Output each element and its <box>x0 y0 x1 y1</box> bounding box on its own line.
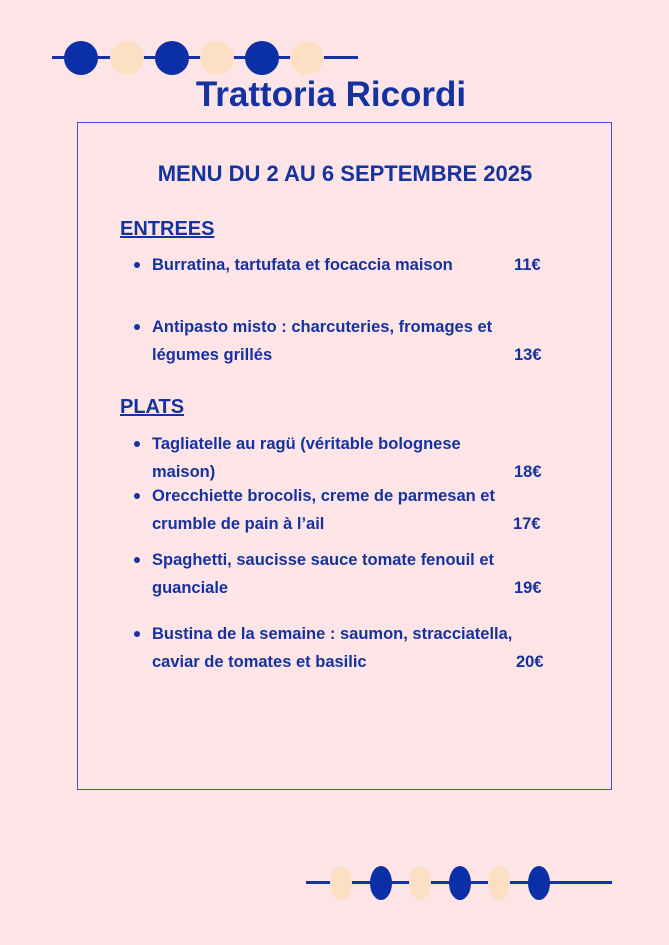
peach-dot <box>290 41 324 75</box>
menu-title: MENU DU 2 AU 6 SEPTEMBRE 2025 <box>157 161 533 186</box>
restaurant-name: Trattoria Ricordi <box>195 75 467 114</box>
item-name: Burratina, tartufata et focaccia maison <box>152 256 453 274</box>
item-name: Bustina de la semaine : saumon, stracciatella, <box>152 625 513 643</box>
peach-oval <box>409 866 431 900</box>
section-title-entrees: ENTREES <box>120 218 215 240</box>
item-name: Orecchiette brocolis, creme de parmesan et <box>152 487 495 505</box>
peach-dot <box>200 41 234 75</box>
item-price: 19€ <box>514 579 542 597</box>
blue-dot <box>245 41 279 75</box>
menu-item <box>152 482 495 538</box>
item-price: 20€ <box>516 653 544 671</box>
bottom-dot-decoration <box>306 864 616 902</box>
item-name-continued: légumes grillés <box>152 346 273 364</box>
menu-item <box>152 313 492 369</box>
blue-oval <box>370 866 392 900</box>
menu-item <box>152 620 512 676</box>
peach-oval <box>330 866 352 900</box>
section-title-plats: PLATS <box>120 396 185 418</box>
menu-item <box>152 546 494 602</box>
menu-item <box>152 430 461 486</box>
item-name-continued: maison) <box>152 463 216 481</box>
item-price: 18€ <box>514 463 542 481</box>
top-dot-decoration <box>52 40 362 76</box>
blue-oval <box>528 866 550 900</box>
blue-oval <box>449 866 471 900</box>
menu-item <box>152 251 453 279</box>
peach-oval <box>488 866 510 900</box>
item-name-continued: guanciale <box>152 579 229 597</box>
item-name: Antipasto misto : charcuteries, fromages et <box>152 318 493 336</box>
peach-dot <box>110 41 144 75</box>
item-price: 17€ <box>513 515 541 533</box>
item-name-continued: crumble de pain à l’ail <box>152 515 325 533</box>
item-price: 11€ <box>514 256 541 274</box>
item-price: 13€ <box>514 346 542 364</box>
item-name: Tagliatelle au ragü (véritable bolognese <box>152 435 461 453</box>
item-name: Spaghetti, saucisse sauce tomate fenouil et <box>152 551 495 569</box>
blue-dot <box>155 41 189 75</box>
item-name-continued: caviar de tomates et basilic <box>152 653 367 671</box>
blue-dot <box>64 41 98 75</box>
